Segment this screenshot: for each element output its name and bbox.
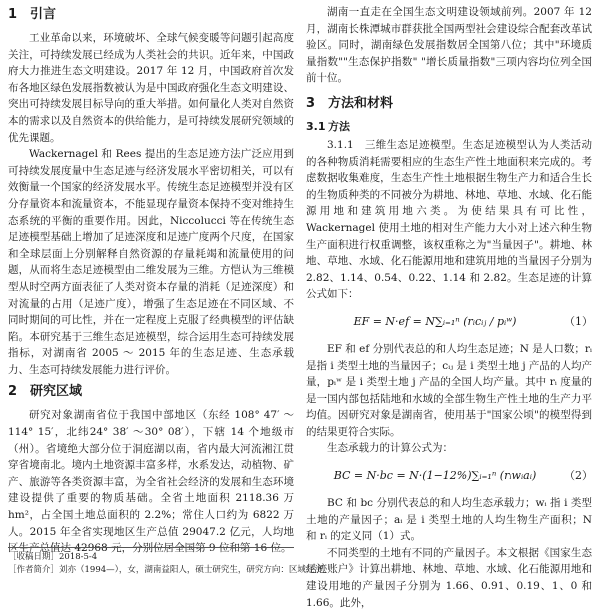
intro-paragraph-2: Wackernagel 和 Rees 提出的生态足迹方法广泛应用到可持续发展度量中生态足迹与经济发展水平密切相关，可以有效衡量一个国家的经济发展水平。传统生态足迹模型并没有区分存量资本和流量资本，不能显现存量资本保持不变对维持生态系统的平衡的重要作用。因此，Niccolucci 等在传统生态足迹模型基础上增加了足迹深度和足迹广度两个尺度，在国家和全球层面上分别解释自然资源的存量耗竭和流量使用的问题，从而将生态足迹模型由二维发展为三维。方恺认为三维模型从时空两方面表征了人类对资本存量的消耗（足迹深度）和对流量的占用（足迹广度），增强了生态足迹在不同区域、不同时期间的可比性，并在一定程度上克服了经典模型的评估缺陷。本研究基于三维生态足迹模型，综合运用生态可持续发展指标，对湖南省 2005 ～ 2015 年的生态足迹、生态承载力、生态可持续发展能力进行评价。: [8, 148, 294, 376]
intro-paragraph-1: 工业革命以来，环境破坏、全球气候变暖等问题引起高度关注，可持续发展已经成为人类社会的共识。近年来，中国政府大力推进生态文明建设。2017 年 12 月，中国政府首次发布各地区绿色发展指数被认为是中国政府强化生态文明建设、突出可持续发展目标导向的重大举措。如何量化人类对自然资本的需求以及自然资本的供给能力，是可持续发展研究领域的优先课题。: [8, 32, 294, 144]
subsection-title: 方法: [328, 119, 350, 133]
section-title: 方法和材料: [328, 95, 394, 111]
section-title: 研究区域: [30, 384, 83, 400]
equation-2-formula: BC = N·bc = N·(1−12%)∑ᵢ₌₁ⁿ (rᵢwᵢaᵢ): [333, 468, 537, 482]
footnote-author-bio: ［作者简介］刘亦（1994—），女，湖南益阳人，硕士研究生，研究方向：区域经济。: [8, 565, 332, 575]
ef-definition-paragraph: EF 和 ef 分别代表总的和人均生态足迹；N 是人口数；rᵢ 是指 i 类型土地的当量因子；cᵢⱼ 是 i 类型土地 j 产品的人均产量，pᵢʷ 是 i 类型土地 j 产品的全国人均产量。其中 rᵢ 度量的是一国内部包括陆地和水域的全部生物生产性土地的生产力平均值。因研究对象是湖南省，使用基于"国家公顷"的模型得到的结果更符合实际。: [306, 342, 592, 438]
section-2-heading: [8, 383, 294, 401]
equation-1-number: （1）: [564, 314, 593, 328]
section-number: 3: [306, 95, 316, 111]
footnote-received-date: ［收稿日期］2018-5-4: [8, 552, 98, 562]
footnotes: [8, 547, 332, 577]
section-title: 引言: [30, 7, 57, 22]
equation-2-number: （2）: [564, 468, 593, 482]
right-column: [306, 4, 592, 611]
section-number: 1: [8, 7, 18, 22]
subsection-number: 3.1: [306, 119, 326, 133]
continuation-paragraph: 湖南一直走在全国生态文明建设领域前列。2007 年 12 月，湖南长株潭城市群获批全国两型社会建设综合配套改革试验区。同时，湖南绿色发展指数居全国第八位；其中"环境质量指数""生态保护指数" "增长质量指数"三项内容均位列全国前十位。: [306, 6, 592, 85]
equation-2: [306, 462, 592, 490]
equation-1-formula: EF = N·ef = N∑ᵢ₌₁ⁿ (rᵢcᵢⱼ / pᵢʷ): [353, 314, 517, 328]
yield-factor-paragraph: 不同类型的土地有不同的产量因子。本文根据《国家生态足迹账户》计算出耕地、林地、草地、水域、化石能源用地和建设用地的产量因子分别为 1.66、0.91、0.19、1、0 和 1.66。此外，: [306, 546, 592, 609]
subsection-3-1-heading: [306, 119, 592, 135]
bc-intro-paragraph: 生态承载力的计算公式为：: [327, 442, 453, 455]
section-number: 2: [8, 384, 18, 400]
left-column: [8, 4, 294, 557]
section-1-heading: [8, 6, 294, 24]
bc-definition-paragraph: BC 和 bc 分别代表总的和人均生态承载力；wᵢ 指 i 类型土地的产量因子；aᵢ 是 i 类型土地的人均生物生产面积；N 和 rᵢ 的定义同（1）式。: [306, 497, 592, 543]
equation-1: [306, 308, 592, 336]
section-3-heading: [306, 95, 592, 113]
region-paragraph: 研究对象湖南省位于我国中部地区（东经 108° 47′ ～114° 15′，北纬24° 38′ ～30° 08′），下辖 14 个地级市（州）。省境绝大部分位于洞庭湖以南，省内最大河流湘江贯穿省境南北。境内土地资源丰富多样，水系发达，动植物、矿产、旅游等各类资源丰富，为全省社会经济的发展和生态环境建设提供了重要的物质基础。全省土地面积 2118.36 万 hm²，占全国土地总面积的 2.2%；常住人口约为 6822 万人。2015 年全省实现地区生产总值 29047.2 亿元，人均地区生产总值达 42968 元，分别位居全国第 9 位和第 16 位。: [8, 409, 294, 555]
method-paragraph: 3.1.1 三维生态足迹模型。生态足迹模型认为人类活动的各种物质消耗需要相应的生态生产性土地面积来完成的。考虑数据收集难度，生态生产性土地根据生物生产力和适合生长的生物质种类的不同被分为耕地、林地、草地、水域、化石能源用地和建筑用地六类。为使结果具有可比性，Wackernagel 使用土地的相对生产能力大小对上述六种生物生产面积进行权重调整，该权重称之为"当量因子"。耕地、林地、草地、水域、化石能源用地和建筑用地的当量因子分别为 2.82、1.14、0.54、0.22、1.14 和 2.82。生态足迹的计算公式如下：: [306, 138, 592, 301]
